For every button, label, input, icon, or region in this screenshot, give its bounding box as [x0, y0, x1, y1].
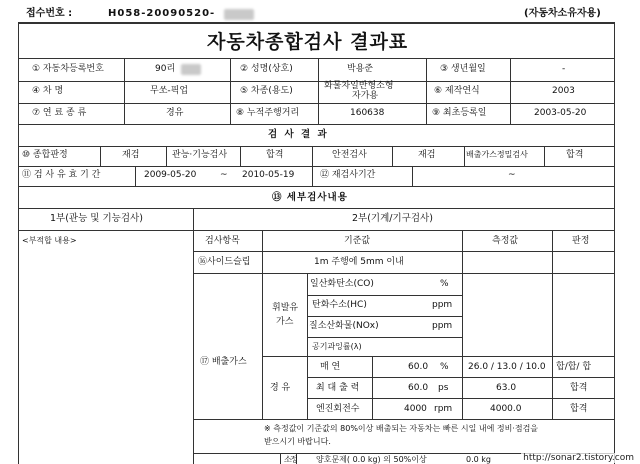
power-label: 최 대 출 력 [316, 383, 360, 393]
overall-verdict-value: 재검 [122, 150, 140, 160]
name-value: 박용준 [347, 64, 374, 74]
rule [230, 58, 231, 124]
rule [18, 58, 614, 59]
rpm-measured: 4000.0 [490, 404, 522, 414]
rule [18, 208, 614, 209]
smoke-label: 매 연 [320, 362, 341, 372]
bottom-cell-a: 소 [284, 455, 292, 464]
diesel-label: 경 유 [270, 383, 291, 393]
col-standard: 기준값 [344, 236, 371, 246]
validity-sep: ~ [220, 170, 228, 180]
rule [193, 419, 614, 420]
bottom-cell-c: 양호문제( 0.0 kg) 의 50%이상 [316, 455, 427, 464]
nox-label: 질소산화물(NOx) [309, 321, 379, 331]
hc-label: 탄화수소(HC) [312, 300, 367, 310]
fuel-label: ⑦ 연 료 종 류 [32, 108, 87, 118]
receipt-number: H058-20090520- [108, 8, 216, 19]
safety-check-label: 안전검사 [332, 150, 367, 160]
rpm-unit: rpm [434, 404, 453, 414]
note-line-1: ※ 측정값이 기준값의 80%이상 배출되는 자동차는 빠른 시일 내에 정비·점검을 [264, 424, 539, 433]
rule [426, 58, 427, 124]
rule [135, 166, 136, 186]
reg-no-label: ① 자동차등록번호 [32, 64, 104, 74]
rule [18, 230, 614, 231]
rule [240, 146, 241, 166]
fuel-value: 경유 [166, 108, 184, 118]
col-item: 검사항목 [205, 236, 240, 246]
detail-section-title: ⑬ 세부검사내용 [272, 192, 348, 203]
rule [307, 337, 462, 338]
rule [18, 124, 614, 125]
rule [307, 398, 614, 399]
rule [262, 356, 614, 357]
overall-verdict-label: ⑩ 종합판정 [22, 150, 68, 160]
recheck-label: ⑫ 재검사기간 [320, 170, 376, 180]
rule [18, 22, 614, 24]
gas-label: 가스 [276, 317, 294, 327]
rule [412, 166, 413, 186]
reg-no-value: 90리 [155, 64, 176, 74]
rpm-verdict: 합격 [570, 404, 588, 414]
side-slip-label: ⑯사이드슬립 [198, 257, 251, 267]
rpm-standard: 4000 [404, 404, 427, 414]
rule [392, 146, 393, 166]
rule [307, 273, 308, 419]
rpm-label: 엔진회전수 [316, 404, 360, 414]
rule [614, 22, 615, 464]
type-value-1: 화물차일반형소형 [324, 81, 394, 91]
birth-value: - [562, 64, 566, 74]
rule [280, 453, 281, 464]
type-label: ⑤ 차종(용도) [240, 86, 293, 96]
smoke-verdict: 합/합/ 합 [556, 362, 592, 372]
rule [18, 81, 614, 82]
rule [18, 186, 614, 187]
birth-label: ③ 생년월일 [440, 64, 486, 74]
lambda-label: 공기과잉률(λ) [312, 342, 362, 351]
owner-copy-label: (자동차소유자용) [524, 8, 601, 19]
rule [18, 166, 614, 167]
rule [464, 146, 465, 166]
bottom-cell-b: 정 [290, 455, 298, 464]
mileage-label: ⑧ 누적주행거리 [236, 108, 300, 118]
rule [312, 146, 313, 166]
co-label: 일산화탄소(CO) [310, 279, 374, 289]
emission-check-value: 합격 [566, 150, 584, 160]
rule [262, 230, 263, 419]
hc-unit: ppm [432, 300, 453, 310]
rule [18, 103, 614, 104]
validity-from: 2009-05-20 [144, 170, 197, 180]
type-value-2: 자가용 [352, 91, 379, 101]
rule [166, 146, 167, 166]
validity-to: 2010-05-19 [242, 170, 295, 180]
power-standard: 60.0 [408, 383, 429, 393]
smoke-standard: 60.0 [408, 362, 429, 372]
emission-check-label: 배출가스정밀검사 [466, 150, 528, 159]
bottom-cell-d: 0.0 kg [466, 455, 491, 464]
rule [307, 377, 614, 378]
side-slip-standard: 1m 주행에 5mm 이내 [314, 257, 404, 267]
smoke-measured: 26.0 / 13.0 / 10.0 [468, 362, 546, 372]
redaction [224, 9, 254, 20]
rule [193, 273, 614, 274]
safety-check-value: 재검 [418, 150, 436, 160]
vehicle-label: ④ 차 명 [32, 86, 64, 96]
rule [100, 146, 101, 166]
rule [18, 22, 19, 464]
rule [552, 230, 553, 419]
co-unit: % [440, 279, 449, 289]
power-measured: 63.0 [496, 383, 517, 393]
rule [307, 295, 462, 296]
mileage-value: 160638 [350, 108, 385, 118]
name-label: ② 성명(상호) [240, 64, 293, 74]
rule [510, 58, 511, 124]
part2-label: 2부(기계/기구검사) [352, 213, 433, 224]
nox-unit: ppm [432, 321, 453, 331]
rule [312, 166, 313, 186]
emission-section-label: ⑰ 배출가스 [200, 357, 247, 367]
rule [193, 208, 194, 464]
rule [544, 146, 545, 166]
result-section-title: 검 사 결 과 [268, 129, 329, 140]
part1-label: 1부(관능 및 기능검사) [50, 213, 143, 224]
redaction [181, 64, 201, 75]
rule [372, 356, 373, 419]
rule [318, 58, 319, 124]
receipt-label: 접수번호 : [26, 8, 73, 19]
year-value: 2003 [552, 86, 575, 96]
first-reg-value: 2003-05-20 [534, 108, 587, 118]
first-reg-label: ⑨ 최초등록일 [432, 108, 487, 118]
power-unit: ps [438, 383, 449, 393]
col-measured: 측정값 [492, 236, 519, 246]
document-title: 자동차종합검사 결과표 [207, 31, 409, 53]
gasoline-label: 휘발유 [272, 303, 299, 313]
validity-label: ⑪ 검 사 유 효 기 간 [22, 170, 101, 180]
recheck-value: ~ [508, 170, 516, 180]
unsuitable-label: <부적합 내용> [22, 236, 77, 245]
rule [307, 316, 462, 317]
rule [124, 58, 125, 124]
smoke-unit: % [440, 362, 449, 372]
vehicle-value: 무쏘-픽업 [150, 86, 189, 96]
rule [462, 230, 463, 419]
rule [193, 251, 614, 252]
rule [18, 146, 614, 147]
watermark: http://sonar2.tistory.com [523, 453, 634, 463]
note-line-2: 받으시기 바랍니다. [264, 437, 331, 446]
col-verdict: 판정 [572, 236, 590, 246]
function-check-value: 합격 [266, 150, 284, 160]
function-check-label: 관능·기능검사 [172, 150, 228, 160]
power-verdict: 합격 [570, 383, 588, 393]
year-label: ⑥ 제작연식 [434, 86, 480, 96]
